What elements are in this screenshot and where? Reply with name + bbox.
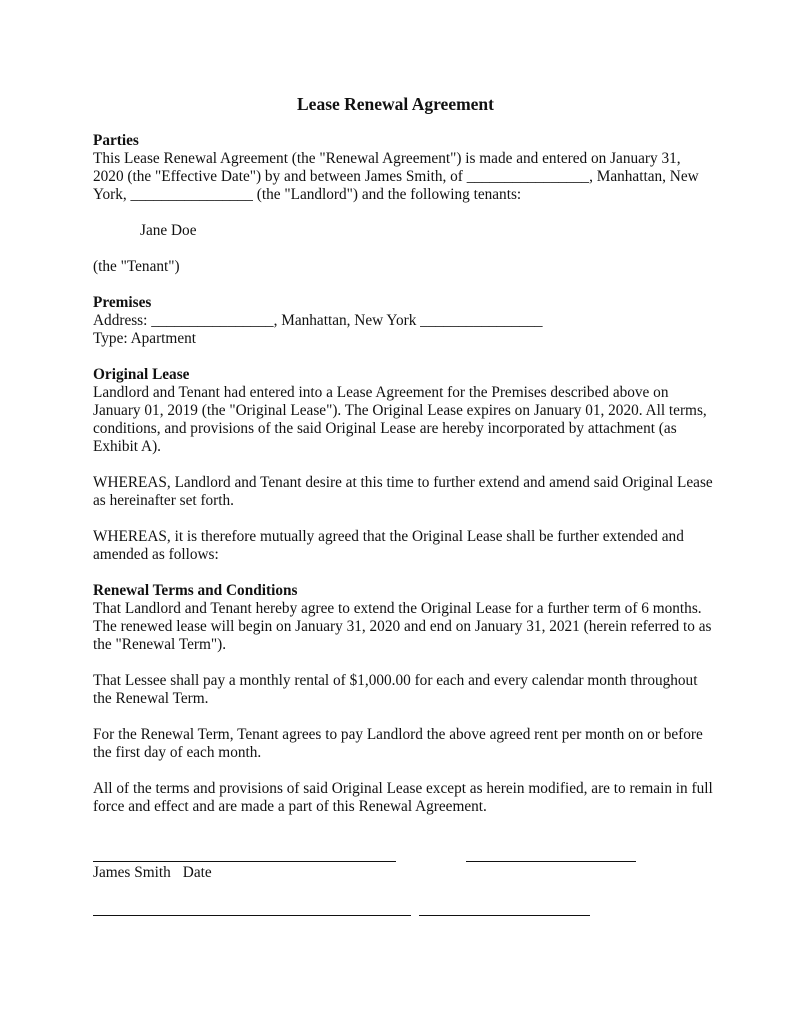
spacer xyxy=(93,276,713,294)
premises-type: Type: Apartment xyxy=(93,330,197,347)
renewal-terms-paragraph-2: That Lessee shall pay a monthly rental of $1,000.00 for each and every calendar month throughout the Renewal Term. xyxy=(93,672,698,707)
spacer xyxy=(93,456,713,474)
spacer xyxy=(93,348,713,366)
original-lease-heading: Original Lease xyxy=(93,366,190,383)
premises-heading: Premises xyxy=(93,294,152,311)
document-title: Lease Renewal Agreement xyxy=(297,94,494,114)
date-label: Date xyxy=(182,864,212,881)
document-body xyxy=(93,132,713,816)
tenant-name: Jane Doe xyxy=(140,222,197,239)
renewal-terms-heading: Renewal Terms and Conditions xyxy=(93,582,298,599)
original-lease-paragraph: Landlord and Tenant had entered into a Lease Agreement for the Premises described above on January 01, 2019 (the "Original Lease"). The Original Lease expires on January 01, 2020. All terms, conditions, and provisions of the said Original Lease are hereby incorporated by attachment (as Exhibit A). xyxy=(93,384,707,455)
spacer xyxy=(93,564,713,582)
landlord-signature-line xyxy=(93,861,396,862)
parties-paragraph: This Lease Renewal Agreement (the "Renewal Agreement") is made and entered on January 31, 2020 (the "Effective Date") by and between James Smith, of ________________, Manhattan, New York, ________________ (the "Landlord") and the following tenants: xyxy=(93,150,699,203)
tenant-signature-line xyxy=(93,915,411,916)
whereas-paragraph-1: WHEREAS, Landlord and Tenant desire at this time to further extend and amend said Original Lease as hereinafter set forth. xyxy=(93,474,713,509)
tenant-label: (the "Tenant") xyxy=(93,258,180,275)
spacer xyxy=(93,654,713,672)
whereas-paragraph-2: WHEREAS, it is therefore mutually agreed that the Original Lease shall be further extended and amended as follows: xyxy=(93,528,684,563)
parties-heading: Parties xyxy=(93,132,139,149)
renewal-terms-paragraph-4: All of the terms and provisions of said Original Lease except as herein modified, are to remain in full force and effect and are made a part of this Renewal Agreement. xyxy=(93,780,713,815)
spacer xyxy=(93,240,713,258)
spacer xyxy=(93,708,713,726)
spacer xyxy=(93,510,713,528)
tenant-date-line xyxy=(419,915,590,916)
landlord-name: James Smith xyxy=(93,864,171,881)
renewal-terms-paragraph-1: That Landlord and Tenant hereby agree to extend the Original Lease for a further term of 6 months. The renewed lease will begin on January 31, 2020 and end on January 31, 2021 (herein referred to as the "Renewal Term"). xyxy=(93,600,712,653)
premises-address: Address: ________________, Manhattan, New York ________________ xyxy=(93,312,543,329)
renewal-terms-paragraph-3: For the Renewal Term, Tenant agrees to pay Landlord the above agreed rent per month on or before the first day of each month. xyxy=(93,726,703,761)
spacer xyxy=(93,204,713,222)
landlord-date-line xyxy=(466,861,636,862)
landlord-signature-label xyxy=(93,864,212,882)
spacer xyxy=(93,762,713,780)
